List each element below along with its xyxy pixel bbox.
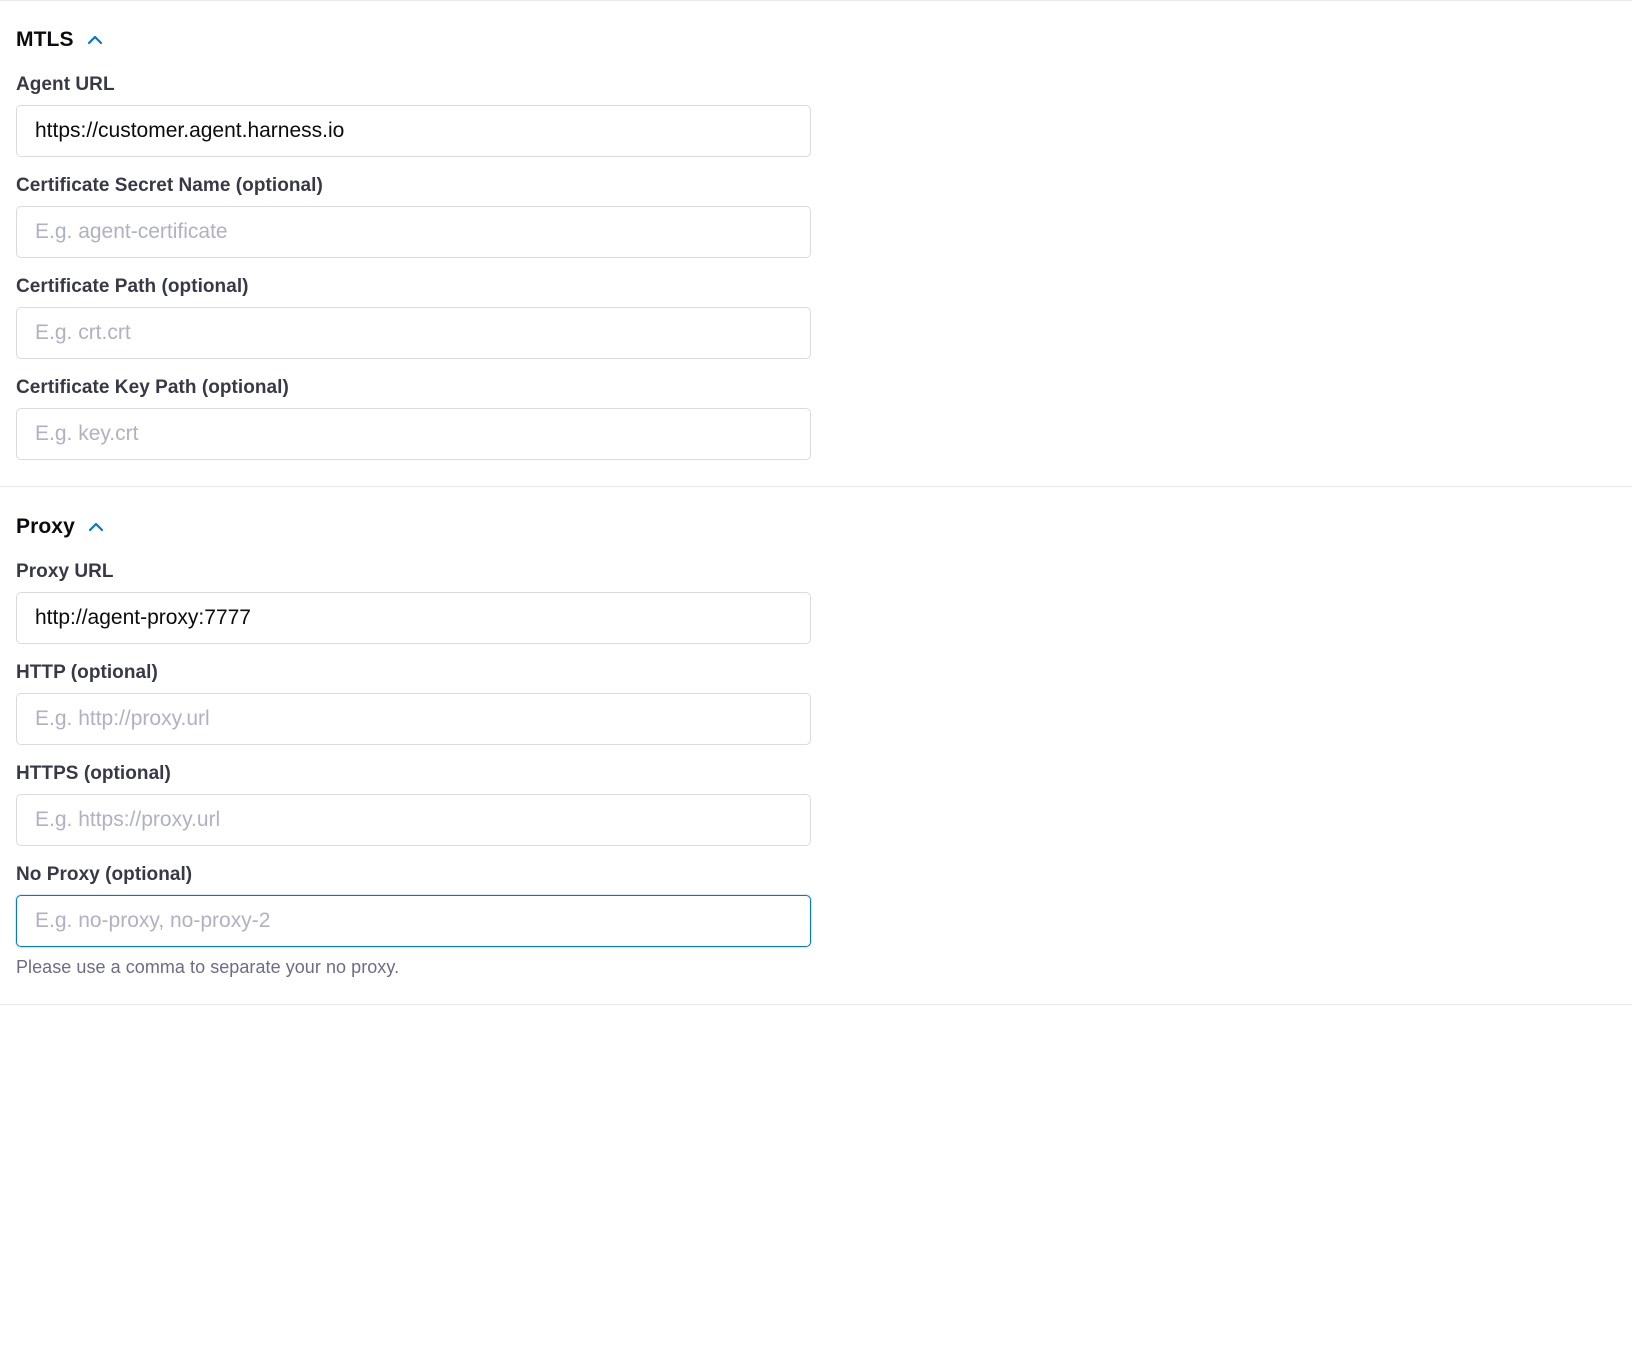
label-certificate-secret-name: Certificate Secret Name (optional) <box>16 175 323 196</box>
helper-text-no-proxy: Please use a comma to separate your no proxy. <box>16 957 400 977</box>
label-https: HTTPS (optional) <box>16 763 171 784</box>
section-header-proxy[interactable] <box>16 487 1616 543</box>
field-http <box>16 662 1616 745</box>
label-agent-url: Agent URL <box>16 74 115 95</box>
section-title-mtls: MTLS <box>16 28 74 51</box>
field-proxy-url <box>16 561 1616 644</box>
label-http: HTTP (optional) <box>16 662 158 683</box>
bottom-spacer <box>0 1005 1632 1035</box>
input-https[interactable] <box>16 794 811 846</box>
chevron-up-icon[interactable] <box>84 29 106 51</box>
field-no-proxy <box>16 864 1616 978</box>
field-certificate-path <box>16 276 1616 359</box>
label-no-proxy: No Proxy (optional) <box>16 864 193 885</box>
input-proxy-url[interactable] <box>16 592 811 644</box>
section-header-mtls[interactable] <box>16 0 1616 56</box>
section-mtls <box>0 0 1632 460</box>
label-proxy-url: Proxy URL <box>16 561 114 582</box>
input-certificate-key-path[interactable] <box>16 408 811 460</box>
field-certificate-secret-name <box>16 175 1616 258</box>
input-certificate-path[interactable] <box>16 307 811 359</box>
field-agent-url <box>16 74 1616 157</box>
chevron-up-icon[interactable] <box>85 516 107 538</box>
label-certificate-key-path: Certificate Key Path (optional) <box>16 377 289 398</box>
input-no-proxy[interactable] <box>16 895 811 947</box>
input-certificate-secret-name[interactable] <box>16 206 811 258</box>
label-certificate-path: Certificate Path (optional) <box>16 276 249 297</box>
section-proxy <box>0 487 1632 978</box>
input-http[interactable] <box>16 693 811 745</box>
section-title-proxy: Proxy <box>16 515 75 538</box>
input-agent-url[interactable] <box>16 105 811 157</box>
field-https <box>16 763 1616 846</box>
field-certificate-key-path <box>16 377 1616 460</box>
